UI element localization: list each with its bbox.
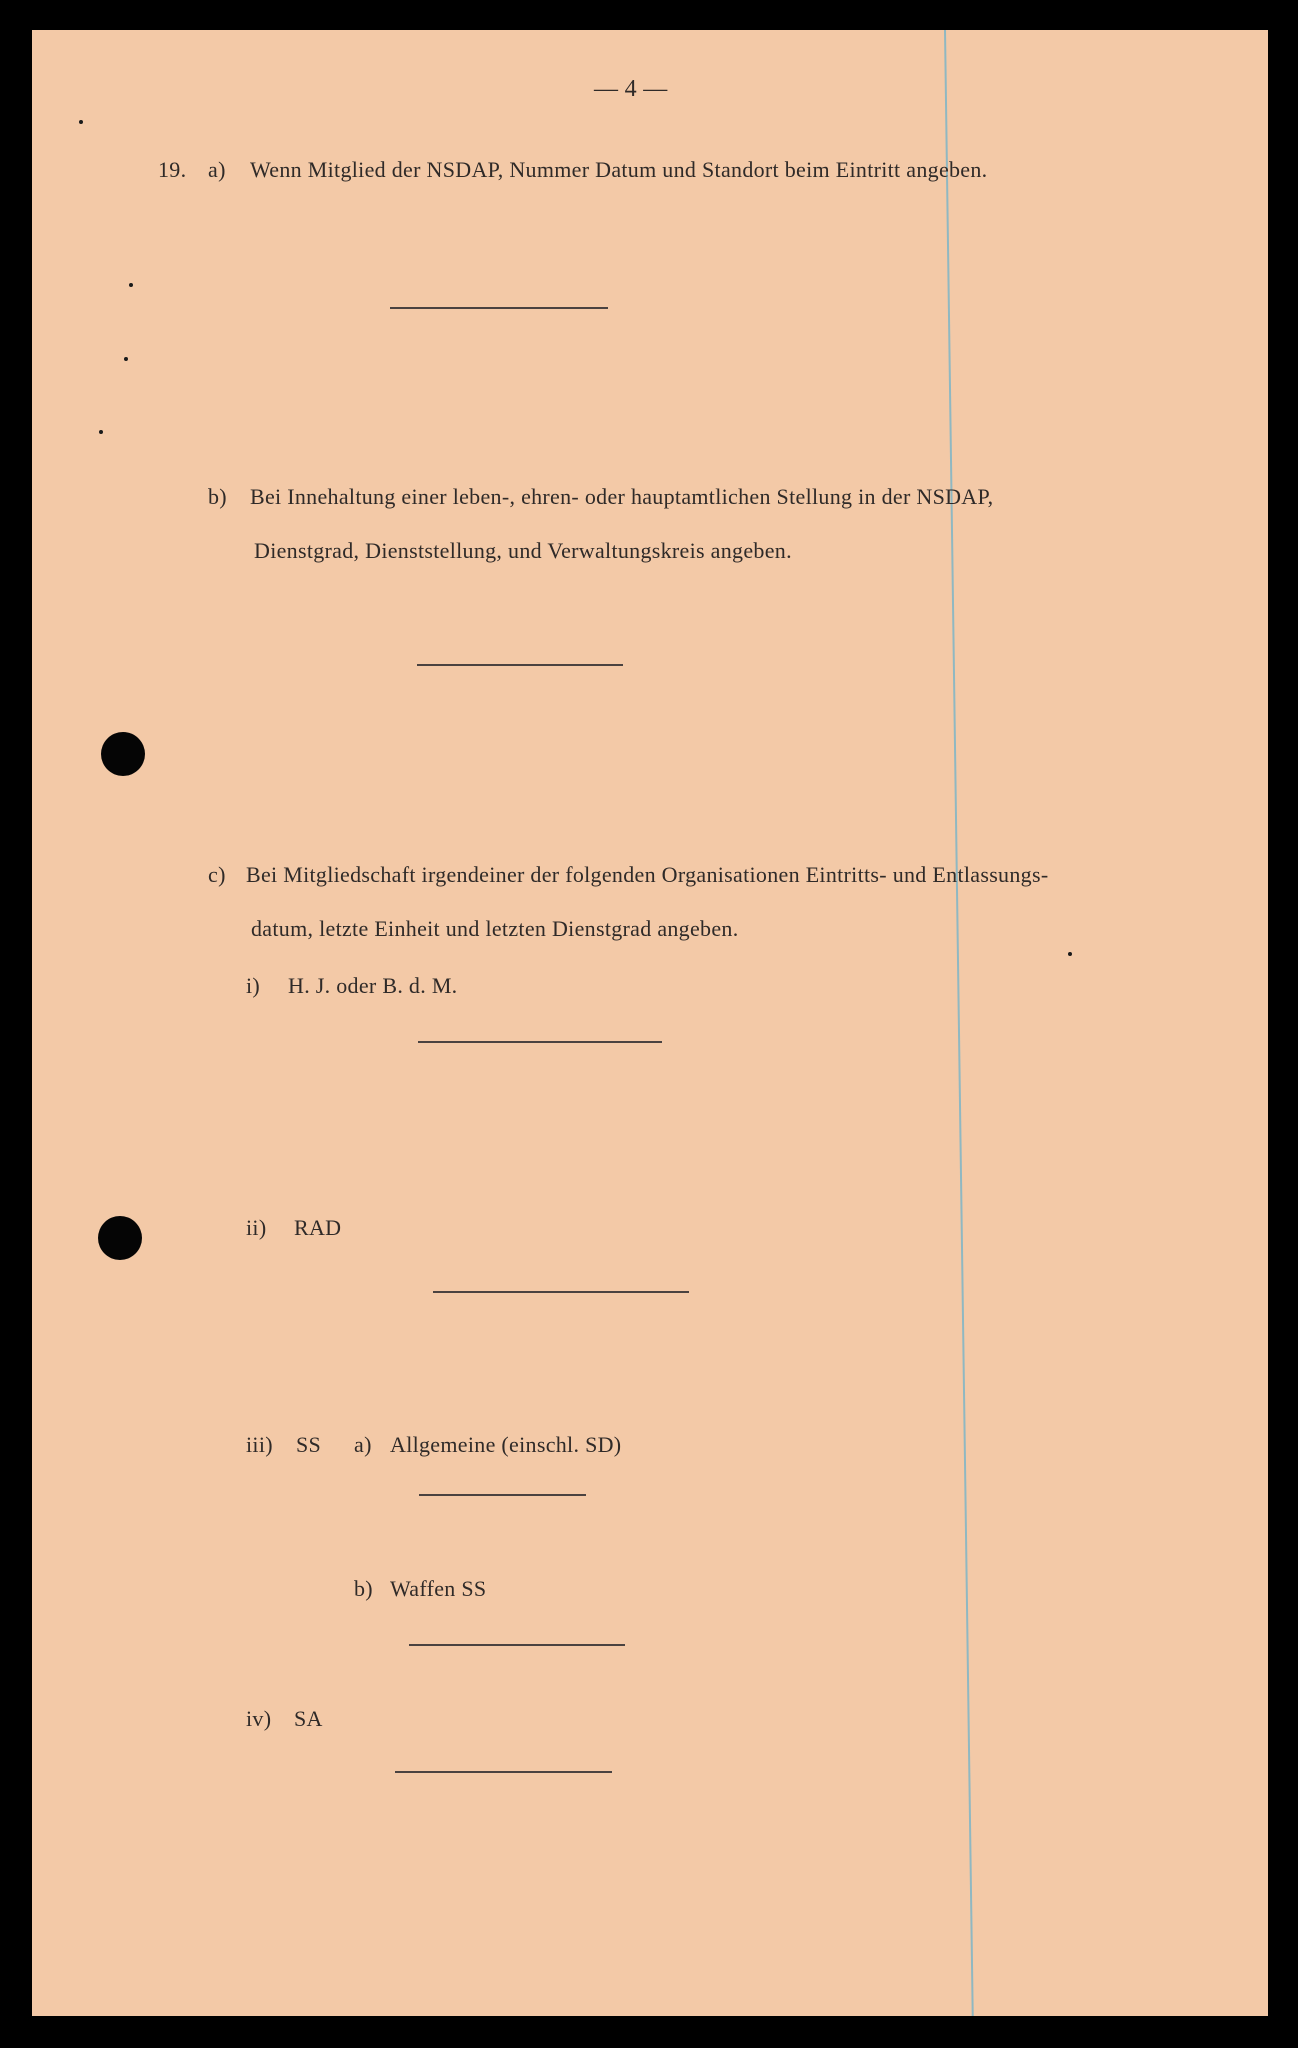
item-c-marker: c) — [208, 862, 226, 887]
punch-hole — [98, 1216, 142, 1260]
item-a-text: Wenn Mitglied der NSDAP, Nummer Datum und Standort beim Eintritt angeben. — [250, 157, 988, 182]
answer-line-hj[interactable] — [418, 1041, 662, 1043]
item-c-iii-b-marker: b) — [354, 1576, 373, 1601]
item-c-i-marker: i) — [246, 973, 261, 998]
punch-hole — [101, 732, 145, 776]
item-c-iii-label: SS — [296, 1432, 322, 1457]
item-b-text-line2: Dienstgrad, Dienststellung, und Verwaltungskreis angeben. — [254, 538, 792, 563]
paper-speck — [124, 357, 128, 361]
item-c-ii-marker: ii) — [246, 1215, 267, 1240]
paper-speck — [129, 283, 133, 287]
answer-line-b[interactable] — [417, 664, 623, 666]
item-c-iii-b-label: Waffen SS — [390, 1576, 487, 1601]
item-c-iv-marker: iv) — [246, 1706, 272, 1731]
item-c-text-line2: datum, letzte Einheit und letzten Dienstgrad angeben. — [251, 916, 739, 941]
item-c-i-label: H. J. oder B. d. M. — [288, 973, 458, 998]
item-c-iii-a-label: Allgemeine (einschl. SD) — [390, 1432, 622, 1457]
answer-line-a[interactable] — [390, 307, 608, 309]
item-c-ii-label: RAD — [294, 1215, 342, 1240]
page-number: — 4 — — [594, 76, 668, 102]
answer-line-ss-allgemeine[interactable] — [419, 1494, 586, 1496]
question-number: 19. — [158, 157, 187, 182]
paper-speck — [79, 120, 83, 124]
item-a-marker: a) — [208, 157, 226, 182]
answer-line-waffen-ss[interactable] — [409, 1644, 625, 1646]
item-c-text-line1: Bei Mitgliedschaft irgendeiner der folgenden Organisationen Eintritts- und Entlassungs- — [246, 862, 1049, 887]
margin-rule — [944, 30, 974, 2016]
answer-line-sa[interactable] — [395, 1771, 612, 1773]
paper-speck — [1068, 952, 1072, 956]
form-page — [32, 30, 1268, 2016]
item-c-iv-label: SA — [294, 1706, 323, 1731]
item-c-iii-marker: iii) — [246, 1432, 273, 1457]
item-b-marker: b) — [208, 484, 227, 509]
answer-line-rad[interactable] — [433, 1291, 689, 1293]
paper-speck — [99, 430, 103, 434]
item-b-text-line1: Bei Innehaltung einer leben-, ehren- oder hauptamtlichen Stellung in der NSDAP, — [250, 484, 994, 509]
item-c-iii-a-marker: a) — [354, 1432, 372, 1457]
